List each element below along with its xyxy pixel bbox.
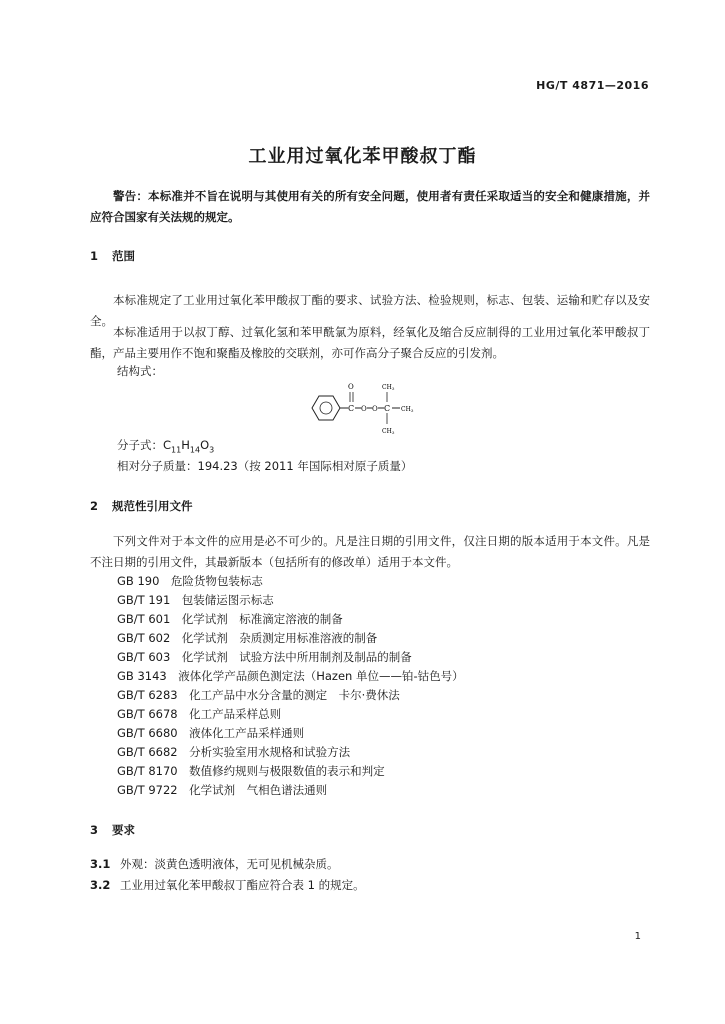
reference-item: GB 190 危险货物包装标志 [117,574,263,588]
document-title: 工业用过氧化苯甲酸叔丁酯 [248,146,477,167]
requirement-text: 外观：淡黄色透明液体，无可见机械杂质。 [120,857,339,871]
reference-item: GB 3143 液体化学产品颜色测定法（Hazen 单位——铂-钴色号） [117,669,464,683]
benzene-aromatic-circle [320,402,332,414]
reference-item: GB/T 8170 数值修约规则与极限数值的表示和判定 [117,764,385,778]
section-1-heading [90,248,135,264]
molecular-mass: 相对分子质量：194.23（按 2011 年国际相对原子质量） [117,459,413,473]
quaternary-carbon: C [384,404,391,413]
carbonyl-oxygen: O [348,383,354,391]
peroxy-oxygen-2: O [372,405,378,413]
requirement-text: 工业用过氧化苯甲酸叔丁酯应符合表 1 的规定。 [120,878,365,892]
peroxy-oxygen-1: O [361,405,367,413]
reference-item: GB/T 6678 化工产品采样总则 [117,707,282,721]
requirement-number: 3.1 [90,857,111,871]
reference-item: GB/T 603 化学试剂 试验方法中所用制剂及制品的制备 [117,650,412,664]
page-number: 1 [634,931,641,942]
standard-code: HG/T 4871—2016 [536,79,649,92]
reference-item: GB/T 6682 分析实验室用水规格和试验方法 [117,745,351,759]
methyl-bottom: CH3 [382,428,395,435]
reference-item: GB/T 191 包装储运图示标志 [117,593,274,607]
methyl-top: CH3 [382,384,395,391]
scope-paragraph-1: 本标准规定了工业用过氧化苯甲酸叔丁酯的要求、试验方法、检验规则，标志、包装、运输和贮存以及安全。 [90,293,650,328]
section-2-heading [90,498,193,514]
scope-paragraph-2: 本标准适用于以叔丁醇、过氧化氢和苯甲酰氯为原料，经氧化及缩合反应制得的工业用过氧化苯甲酸叔丁酯，产品主要用作不饱和聚酯及橡胶的交联剂，亦可作高分子聚合反应的引发剂。 [90,325,650,360]
section-title: 规范性引用文件 [112,499,193,513]
requirement-item [90,877,365,893]
section-title: 范围 [112,249,135,263]
structure-label: 结构式： [117,364,163,378]
reference-item: GB/T 6283 化工产品中水分含量的测定 卡尔·费休法 [117,688,400,702]
structural-formula [308,380,428,436]
reference-item: GB/T 601 化学试剂 标准滴定溶液的制备 [117,612,343,626]
section-number: 1 [90,249,99,263]
section-title: 要求 [112,823,135,837]
safety-warning: 警告：本标准并不旨在说明与其使用有关的所有安全问题，使用者有责任采取适当的安全和健康措施，并应符合国家有关法规的规定。 [90,189,650,224]
molecular-formula: 分子式：$C_{11}H_{14}O_3$ [117,438,215,455]
reference-item: GB/T 9722 化学试剂 气相色谱法通则 [117,783,328,797]
section-3-heading [90,822,135,838]
normative-references-intro: 下列文件对于本文件的应用是必不可少的。凡是注日期的引用文件，仅注日期的版本适用于本文件。凡是不注日期的引用文件，其最新版本（包括所有的修改单）适用于本文件。 [90,534,650,569]
reference-item: GB/T 602 化学试剂 杂质测定用标准溶液的制备 [117,631,378,645]
section-number: 3 [90,823,99,837]
requirement-number: 3.2 [90,878,111,892]
benzene-ring [312,396,340,420]
section-number: 2 [90,499,99,513]
methyl-right: CH3 [401,406,414,413]
carbonyl-carbon: C [348,404,355,413]
requirement-item [90,856,339,872]
reference-item: GB/T 6680 液体化工产品采样通则 [117,726,305,740]
